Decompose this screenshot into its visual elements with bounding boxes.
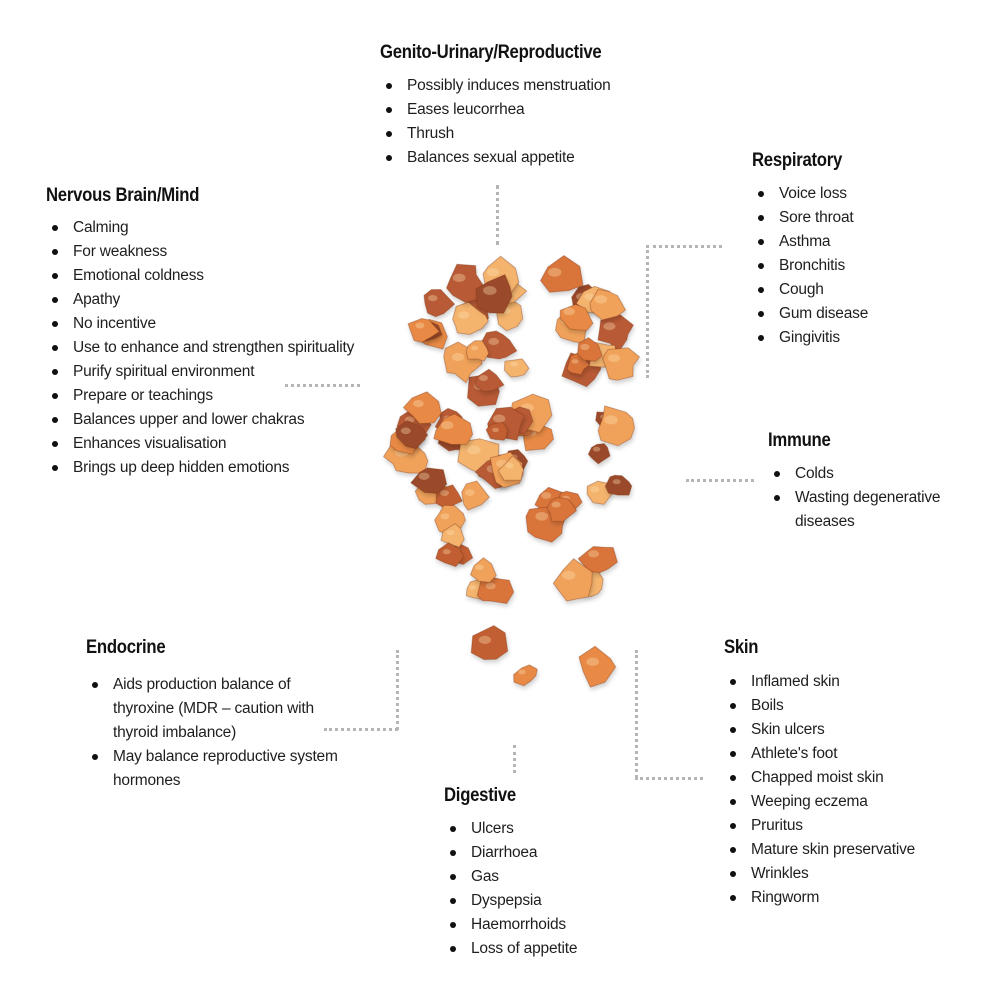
connector-immune [686, 479, 754, 482]
list-item: Thrush [380, 122, 680, 146]
resin-highlight [447, 530, 455, 535]
resin-highlight [588, 550, 599, 557]
list-item: Balances sexual appetite [380, 146, 680, 170]
resin-highlight [440, 490, 449, 496]
list-item: Diarrhoea [444, 841, 664, 865]
resin-highlight [493, 415, 505, 423]
list-item: Wrinkles [724, 862, 964, 886]
resin-piece [470, 558, 496, 583]
list-item: May balance reproductive system hormones [86, 745, 354, 793]
resin-piece [541, 256, 584, 293]
resin-highlight [441, 421, 453, 429]
list-item: Ringworm [724, 886, 964, 910]
resin-highlight [479, 636, 491, 644]
genito-title: Genito-Urinary/Reproductive [380, 42, 602, 63]
list-item: Boils [724, 694, 964, 718]
immune-section [768, 430, 958, 534]
list-item: For weakness [46, 240, 366, 264]
resin-highlight [479, 375, 488, 381]
resin-highlight [492, 428, 499, 432]
list-item: Sore throat [752, 206, 972, 230]
resin-highlight [488, 338, 499, 345]
resin-highlight [562, 571, 575, 580]
list-item: Apathy [46, 288, 366, 312]
resin-highlight [413, 400, 424, 407]
resin-highlight [586, 658, 599, 666]
list-item: Wasting degenerative diseases [768, 486, 958, 534]
connector-genito [496, 185, 499, 245]
endocrine-title: Endocrine [86, 637, 166, 658]
connector-endocrine-v [396, 650, 399, 730]
resin-highlight [511, 362, 519, 367]
list-item: Purify spiritual environment [46, 360, 366, 384]
skin-section [724, 637, 964, 910]
resin-highlight [465, 489, 475, 496]
list-item: Athlete's foot [724, 742, 964, 766]
resin-piece [504, 359, 529, 377]
list-item: Gum disease [752, 302, 972, 326]
respiratory-section [752, 150, 972, 350]
list-item: Bronchitis [752, 254, 972, 278]
nervous-section [46, 185, 366, 480]
list-item: Skin ulcers [724, 718, 964, 742]
resin-piece [598, 406, 634, 446]
resin-highlight [506, 463, 514, 468]
list-item: Asthma [752, 230, 972, 254]
list-item: Pruritus [724, 814, 964, 838]
resin-highlight [415, 323, 424, 329]
digestive-section [444, 785, 664, 961]
list-item: Ulcers [444, 817, 664, 841]
connector-digestive [513, 745, 516, 773]
resin-piece [579, 646, 616, 687]
list-item: Possibly induces menstruation [380, 74, 680, 98]
list-item: Eases leucorrhea [380, 98, 680, 122]
immune-title: Immune [768, 430, 831, 451]
resin-highlight [452, 353, 464, 361]
endocrine-list [86, 673, 354, 793]
resin-piece [588, 444, 610, 464]
resin-highlight [419, 473, 430, 480]
resin-highlight [467, 445, 480, 454]
myrrh-resin-image [370, 255, 670, 735]
resin-highlight [458, 311, 469, 319]
list-item: Enhances visualisation [46, 432, 366, 456]
resin-piece [462, 481, 490, 510]
respiratory-list [752, 182, 972, 350]
digestive-list [444, 817, 664, 961]
resin-highlight [483, 286, 497, 295]
nervous-title: Nervous Brain/Mind [46, 185, 200, 206]
immune-list [768, 462, 958, 534]
list-item: Chapped moist skin [724, 766, 964, 790]
resin-piece [424, 290, 455, 317]
list-item: No incentive [46, 312, 366, 336]
resin-highlight [564, 308, 575, 316]
resin-highlight [552, 502, 561, 508]
resin-highlight [590, 486, 599, 492]
resin-highlight [487, 268, 499, 276]
list-item: Loss of appetite [444, 937, 664, 961]
skin-title: Skin [724, 637, 759, 658]
resin-piece [602, 348, 639, 380]
resin-highlight [608, 354, 620, 362]
list-item: Aids production balance of thyroxine (MDR – caution with thyroid imbalance) [86, 673, 354, 745]
resin-highlight [572, 359, 579, 364]
respiratory-title: Respiratory [752, 150, 843, 171]
list-item: Dyspepsia [444, 889, 664, 913]
list-item: Cough [752, 278, 972, 302]
resin-highlight [453, 274, 466, 282]
resin-highlight [535, 512, 548, 521]
genito-list [380, 74, 680, 170]
list-item: Inflamed skin [724, 670, 964, 694]
endocrine-section [86, 637, 354, 793]
list-item: Gingivitis [752, 326, 972, 350]
digestive-title: Digestive [444, 785, 516, 806]
resin-piece [475, 369, 504, 391]
connector-skin-h [635, 777, 703, 780]
resin-highlight [486, 583, 496, 590]
genito-section [380, 42, 680, 170]
resin-highlight [441, 513, 450, 519]
resin-highlight [471, 346, 478, 351]
list-item: Colds [768, 462, 958, 486]
resin-highlight [595, 295, 608, 303]
resin-highlight [401, 428, 411, 435]
skin-list [724, 670, 964, 910]
connector-respiratory-h [646, 245, 722, 248]
list-item: Gas [444, 865, 664, 889]
list-item: Balances upper and lower chakras [46, 408, 366, 432]
resin-highlight [613, 479, 621, 484]
nervous-list [46, 216, 366, 480]
resin-highlight [593, 447, 600, 452]
resin-highlight [541, 492, 551, 499]
resin-piece [514, 665, 538, 686]
resin-highlight [580, 344, 589, 350]
resin-highlight [443, 549, 451, 554]
list-item: Calming [46, 216, 366, 240]
resin-highlight [548, 268, 561, 277]
list-item: Weeping eczema [724, 790, 964, 814]
resin-highlight [603, 322, 615, 330]
list-item: Use to enhance and strengthen spirituality [46, 336, 366, 360]
resin-piece [578, 338, 602, 362]
list-item: Emotional coldness [46, 264, 366, 288]
list-item: Prepare or teachings [46, 384, 366, 408]
list-item: Voice loss [752, 182, 972, 206]
resin-highlight [469, 585, 476, 590]
resin-highlight [604, 415, 618, 424]
list-item: Mature skin preservative [724, 838, 964, 862]
resin-highlight [518, 670, 525, 675]
resin-highlight [475, 564, 484, 570]
list-item: Brings up deep hidden emotions [46, 456, 366, 480]
list-item: Haemorrhoids [444, 913, 664, 937]
resin-piece [605, 475, 631, 495]
connector-respiratory-v [646, 245, 649, 378]
resin-highlight [428, 295, 437, 301]
connector-skin-v [635, 650, 638, 778]
